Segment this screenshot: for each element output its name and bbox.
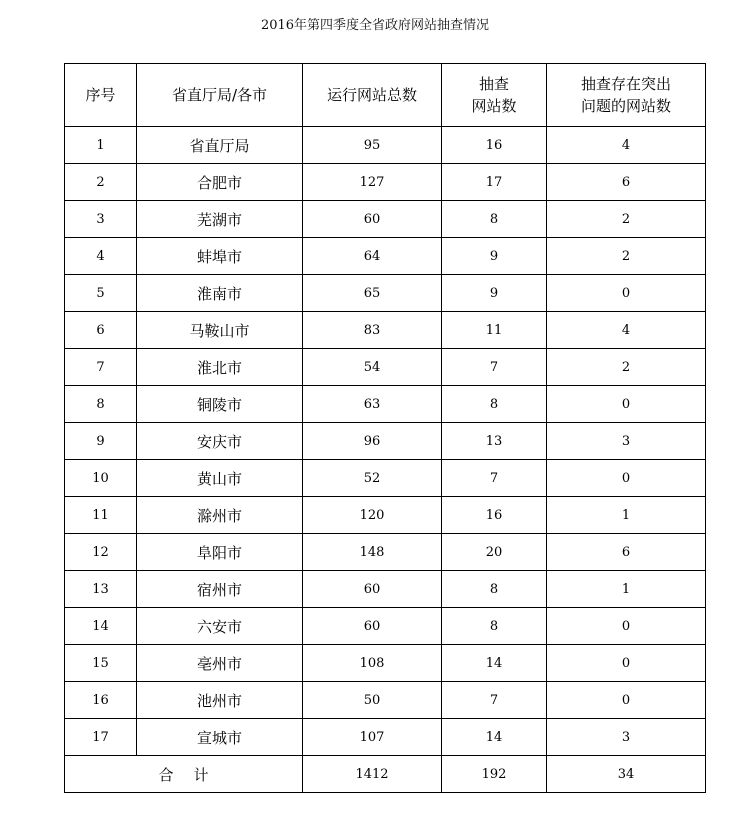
cell-problem-websites: 4 bbox=[547, 127, 706, 164]
cell-total-websites: 65 bbox=[303, 275, 442, 312]
cell-sampled-websites: 7 bbox=[442, 460, 547, 497]
cell-seq: 6 bbox=[65, 312, 137, 349]
cell-problem-websites: 3 bbox=[547, 719, 706, 756]
page-title: 2016年第四季度全省政府网站抽查情况 bbox=[260, 18, 490, 33]
cell-problem-websites: 0 bbox=[547, 275, 706, 312]
totals-row bbox=[65, 756, 706, 793]
cell-unit: 淮北市 bbox=[137, 349, 303, 386]
cell-problem-websites: 1 bbox=[547, 571, 706, 608]
header-problem-websites bbox=[547, 64, 706, 127]
table-row bbox=[65, 645, 706, 682]
cell-problem-websites: 1 bbox=[547, 497, 706, 534]
header-seq: 序号 bbox=[65, 64, 137, 127]
cell-unit: 铜陵市 bbox=[137, 386, 303, 423]
cell-seq: 7 bbox=[65, 349, 137, 386]
cell-seq: 3 bbox=[65, 201, 137, 238]
cell-sampled-websites: 8 bbox=[442, 201, 547, 238]
cell-total-websites: 148 bbox=[303, 534, 442, 571]
cell-seq: 11 bbox=[65, 497, 137, 534]
header-total-websites: 运行网站总数 bbox=[303, 64, 442, 127]
cell-unit: 合肥市 bbox=[137, 164, 303, 201]
header-sampled-line2: 网站数 bbox=[471, 97, 517, 115]
cell-problem-websites: 0 bbox=[547, 386, 706, 423]
cell-sampled-websites: 8 bbox=[442, 608, 547, 645]
cell-unit: 六安市 bbox=[137, 608, 303, 645]
cell-total-websites: 54 bbox=[303, 349, 442, 386]
website-inspection-table bbox=[64, 63, 706, 793]
cell-seq: 14 bbox=[65, 608, 137, 645]
cell-sampled-websites: 9 bbox=[442, 238, 547, 275]
cell-problem-websites: 0 bbox=[547, 608, 706, 645]
cell-unit: 马鞍山市 bbox=[137, 312, 303, 349]
table-row bbox=[65, 201, 706, 238]
table-row bbox=[65, 238, 706, 275]
cell-total-websites: 63 bbox=[303, 386, 442, 423]
table-row bbox=[65, 497, 706, 534]
table-header-row bbox=[65, 64, 706, 127]
cell-problem-websites: 0 bbox=[547, 682, 706, 719]
cell-sampled-websites: 7 bbox=[442, 349, 547, 386]
table-row bbox=[65, 608, 706, 645]
cell-problem-websites: 3 bbox=[547, 423, 706, 460]
cell-total-websites: 127 bbox=[303, 164, 442, 201]
cell-problem-websites: 2 bbox=[547, 349, 706, 386]
cell-total-websites: 60 bbox=[303, 201, 442, 238]
header-problem-line1: 抽查存在突出 bbox=[580, 75, 671, 93]
cell-seq: 2 bbox=[65, 164, 137, 201]
cell-unit: 滁州市 bbox=[137, 497, 303, 534]
cell-unit: 芜湖市 bbox=[137, 201, 303, 238]
cell-seq: 12 bbox=[65, 534, 137, 571]
cell-total-websites: 83 bbox=[303, 312, 442, 349]
cell-problem-websites: 6 bbox=[547, 534, 706, 571]
cell-seq: 5 bbox=[65, 275, 137, 312]
cell-unit: 亳州市 bbox=[137, 645, 303, 682]
cell-problem-websites: 0 bbox=[547, 645, 706, 682]
cell-problem-websites: 2 bbox=[547, 201, 706, 238]
cell-sampled-websites: 14 bbox=[442, 719, 547, 756]
cell-seq: 1 bbox=[65, 127, 137, 164]
cell-total-websites: 120 bbox=[303, 497, 442, 534]
cell-sampled-websites: 16 bbox=[442, 127, 547, 164]
cell-sampled-websites: 8 bbox=[442, 571, 547, 608]
cell-sampled-websites: 9 bbox=[442, 275, 547, 312]
cell-total-websites: 60 bbox=[303, 571, 442, 608]
table-row bbox=[65, 386, 706, 423]
header-sampled-websites bbox=[442, 64, 547, 127]
totals-label: 合计 bbox=[65, 756, 303, 793]
cell-total-websites: 108 bbox=[303, 645, 442, 682]
cell-unit: 蚌埠市 bbox=[137, 238, 303, 275]
header-problem-line2: 问题的网站数 bbox=[580, 97, 671, 115]
cell-unit: 池州市 bbox=[137, 682, 303, 719]
cell-seq: 13 bbox=[65, 571, 137, 608]
table-row bbox=[65, 349, 706, 386]
cell-total-websites: 64 bbox=[303, 238, 442, 275]
cell-problem-websites: 0 bbox=[547, 460, 706, 497]
cell-sampled-websites: 16 bbox=[442, 497, 547, 534]
cell-total-websites: 107 bbox=[303, 719, 442, 756]
cell-sampled-websites: 11 bbox=[442, 312, 547, 349]
table-row bbox=[65, 571, 706, 608]
cell-sampled-websites: 14 bbox=[442, 645, 547, 682]
cell-total-websites: 52 bbox=[303, 460, 442, 497]
table-row bbox=[65, 275, 706, 312]
cell-seq: 17 bbox=[65, 719, 137, 756]
totals-problem-websites: 34 bbox=[547, 756, 706, 793]
cell-unit: 宿州市 bbox=[137, 571, 303, 608]
table-row bbox=[65, 164, 706, 201]
table-row bbox=[65, 719, 706, 756]
table-row bbox=[65, 312, 706, 349]
table-body bbox=[65, 127, 706, 756]
cell-unit: 阜阳市 bbox=[137, 534, 303, 571]
cell-sampled-websites: 17 bbox=[442, 164, 547, 201]
cell-sampled-websites: 20 bbox=[442, 534, 547, 571]
cell-unit: 安庆市 bbox=[137, 423, 303, 460]
table-row bbox=[65, 534, 706, 571]
cell-sampled-websites: 8 bbox=[442, 386, 547, 423]
cell-unit: 黄山市 bbox=[137, 460, 303, 497]
cell-sampled-websites: 7 bbox=[442, 682, 547, 719]
cell-problem-websites: 6 bbox=[547, 164, 706, 201]
cell-seq: 10 bbox=[65, 460, 137, 497]
header-unit: 省直厅局/各市 bbox=[137, 64, 303, 127]
cell-sampled-websites: 13 bbox=[442, 423, 547, 460]
cell-total-websites: 96 bbox=[303, 423, 442, 460]
cell-total-websites: 60 bbox=[303, 608, 442, 645]
cell-seq: 16 bbox=[65, 682, 137, 719]
table-row bbox=[65, 460, 706, 497]
cell-unit: 淮南市 bbox=[137, 275, 303, 312]
totals-sampled-websites: 192 bbox=[442, 756, 547, 793]
cell-seq: 15 bbox=[65, 645, 137, 682]
table-row bbox=[65, 682, 706, 719]
table-row bbox=[65, 423, 706, 460]
cell-seq: 4 bbox=[65, 238, 137, 275]
cell-total-websites: 95 bbox=[303, 127, 442, 164]
totals-total-websites: 1412 bbox=[303, 756, 442, 793]
cell-total-websites: 50 bbox=[303, 682, 442, 719]
header-sampled-line1: 抽查 bbox=[478, 75, 509, 93]
cell-unit: 省直厅局 bbox=[137, 127, 303, 164]
table-row bbox=[65, 127, 706, 164]
cell-seq: 8 bbox=[65, 386, 137, 423]
cell-problem-websites: 2 bbox=[547, 238, 706, 275]
cell-unit: 宣城市 bbox=[137, 719, 303, 756]
cell-seq: 9 bbox=[65, 423, 137, 460]
cell-problem-websites: 4 bbox=[547, 312, 706, 349]
